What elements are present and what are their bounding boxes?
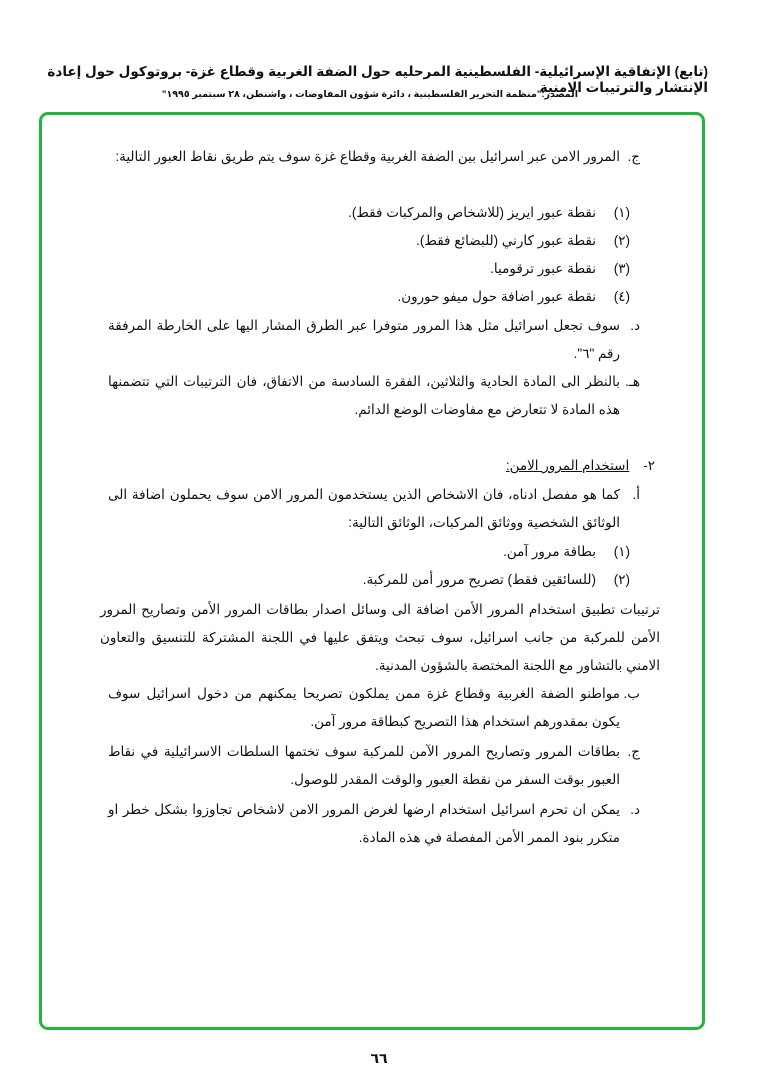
clause-marker: ب.: [623, 686, 640, 701]
clause-d2-text: يمكن ان تحرم اسرائيل استخدام ارضها لغرض المرور الامن لاشخاص تجاوزوا بشكل خطر او متكرر بنود الممر الأمن المفصلة في هذه المادة.: [108, 802, 620, 845]
list-item: [348, 199, 630, 227]
list-item: [503, 538, 630, 566]
item-number: (٢): [613, 233, 630, 248]
section-heading: [506, 452, 655, 480]
section-number: ٢-: [643, 458, 655, 473]
clause-marker: د.: [630, 802, 640, 817]
item-number: (٣): [613, 261, 630, 276]
item-text: نقطة عبور كارني (للبضائع فقط).: [416, 233, 596, 248]
clause-marker: أ.: [632, 487, 640, 502]
item-text: (للسائقين فقط) تصريح مرور أمن للمركبة.: [362, 572, 596, 587]
clause-marker: ج.: [627, 149, 640, 164]
item-number: (١): [613, 544, 630, 559]
section-title: استخدام المرور الامن:: [505, 458, 630, 473]
arrangements-paragraph: ترتيبات تطبيق استخدام المرور الأمن اضافة الى وسائل اصدار بطاقات المرور الأمن وتصاريح المرور الأمن للمركبة من جانب اسرائيل، سوف تبحث ويتفق عليها في اللجنة المشتركة للتنسيق والتعاون الامني بالتشاور مع اللجنة المختصة بالشؤون المدنية.: [100, 602, 660, 673]
list-item: [363, 566, 630, 594]
item-number: (٤): [613, 289, 630, 304]
page-number: ٦٦: [370, 1050, 388, 1066]
clause-d-text: سوف تجعل اسرائيل مثل هذا المرور متوفرا عبر الطرق المشار اليها على الخارطة المرفقة رقم "٦".: [108, 318, 620, 361]
document-header-title: (تابع) الإتفاقية الإسرائيلية- الفلسطينية المرحليه حول الضفة الغربية وقطاع غزة- بروتوكول حول إعادة الإنتشار والترتيبات الامنية: [47, 64, 708, 95]
clause-h-text: بالنظر الى المادة الحادية والثلاثين، الفقرة السادسة من الاتفاق، فان الترتيبات التي تتضمنها هذه المادة لا تتعارض مع مفاوضات الوضع الدائم.: [108, 374, 620, 417]
clause-c-text: المرور الامن عبر اسرائيل بين الضفة الغربية وقطاع غزة سوف يتم طريق نقاط العبور التالية:: [115, 149, 620, 164]
clause-marker: ج.: [627, 744, 640, 759]
list-item: [490, 255, 630, 283]
list-item: [416, 227, 630, 255]
document-source: المصدر:"منظمة التحرير الفلسطينية ، دائرة شؤون المفاوضات ، واشنطن، ٢٨ سبتمبر ١٩٩٥": [161, 89, 578, 100]
clause-marker: د.: [630, 318, 640, 333]
list-item: [397, 283, 630, 311]
clause-b-text: مواطنو الضفة الغربية وقطاع غزة ممن يملكون تصريحا يمكنهم من دخول اسرائيل سوف يكون بمقدورهم استخدام هذا التصريح كبطاقة مرور آمن.: [108, 686, 620, 729]
item-text: نقطة عبور ترقوميا.: [490, 261, 596, 276]
item-text: نقطة عبور ايريز (للاشخاص والمركبات فقط).: [348, 205, 596, 220]
item-text: نقطة عبور اضافة حول ميفو حورون.: [397, 289, 596, 304]
clause-marker: هـ.: [625, 374, 640, 389]
item-text: بطاقة مرور آمن.: [503, 544, 596, 559]
clause-c2-text: بطاقات المرور وتصاريح المرور الآمن للمركبة سوف تختمها السلطات الاسرائيلية في نقاط العبور بوقت السفر من نقطة العبور والوقت المقدر للوصول.: [108, 744, 620, 787]
item-number: (٢): [613, 572, 630, 587]
clause-a-text: كما هو مفصل ادناه، فان الاشخاص الذين يستخدمون المرور الامن سوف يحملون اضافة الى الوثائق الشخصية ووثائق المركبات، الوثائق التالية:: [108, 487, 620, 530]
item-number: (١): [613, 205, 630, 220]
